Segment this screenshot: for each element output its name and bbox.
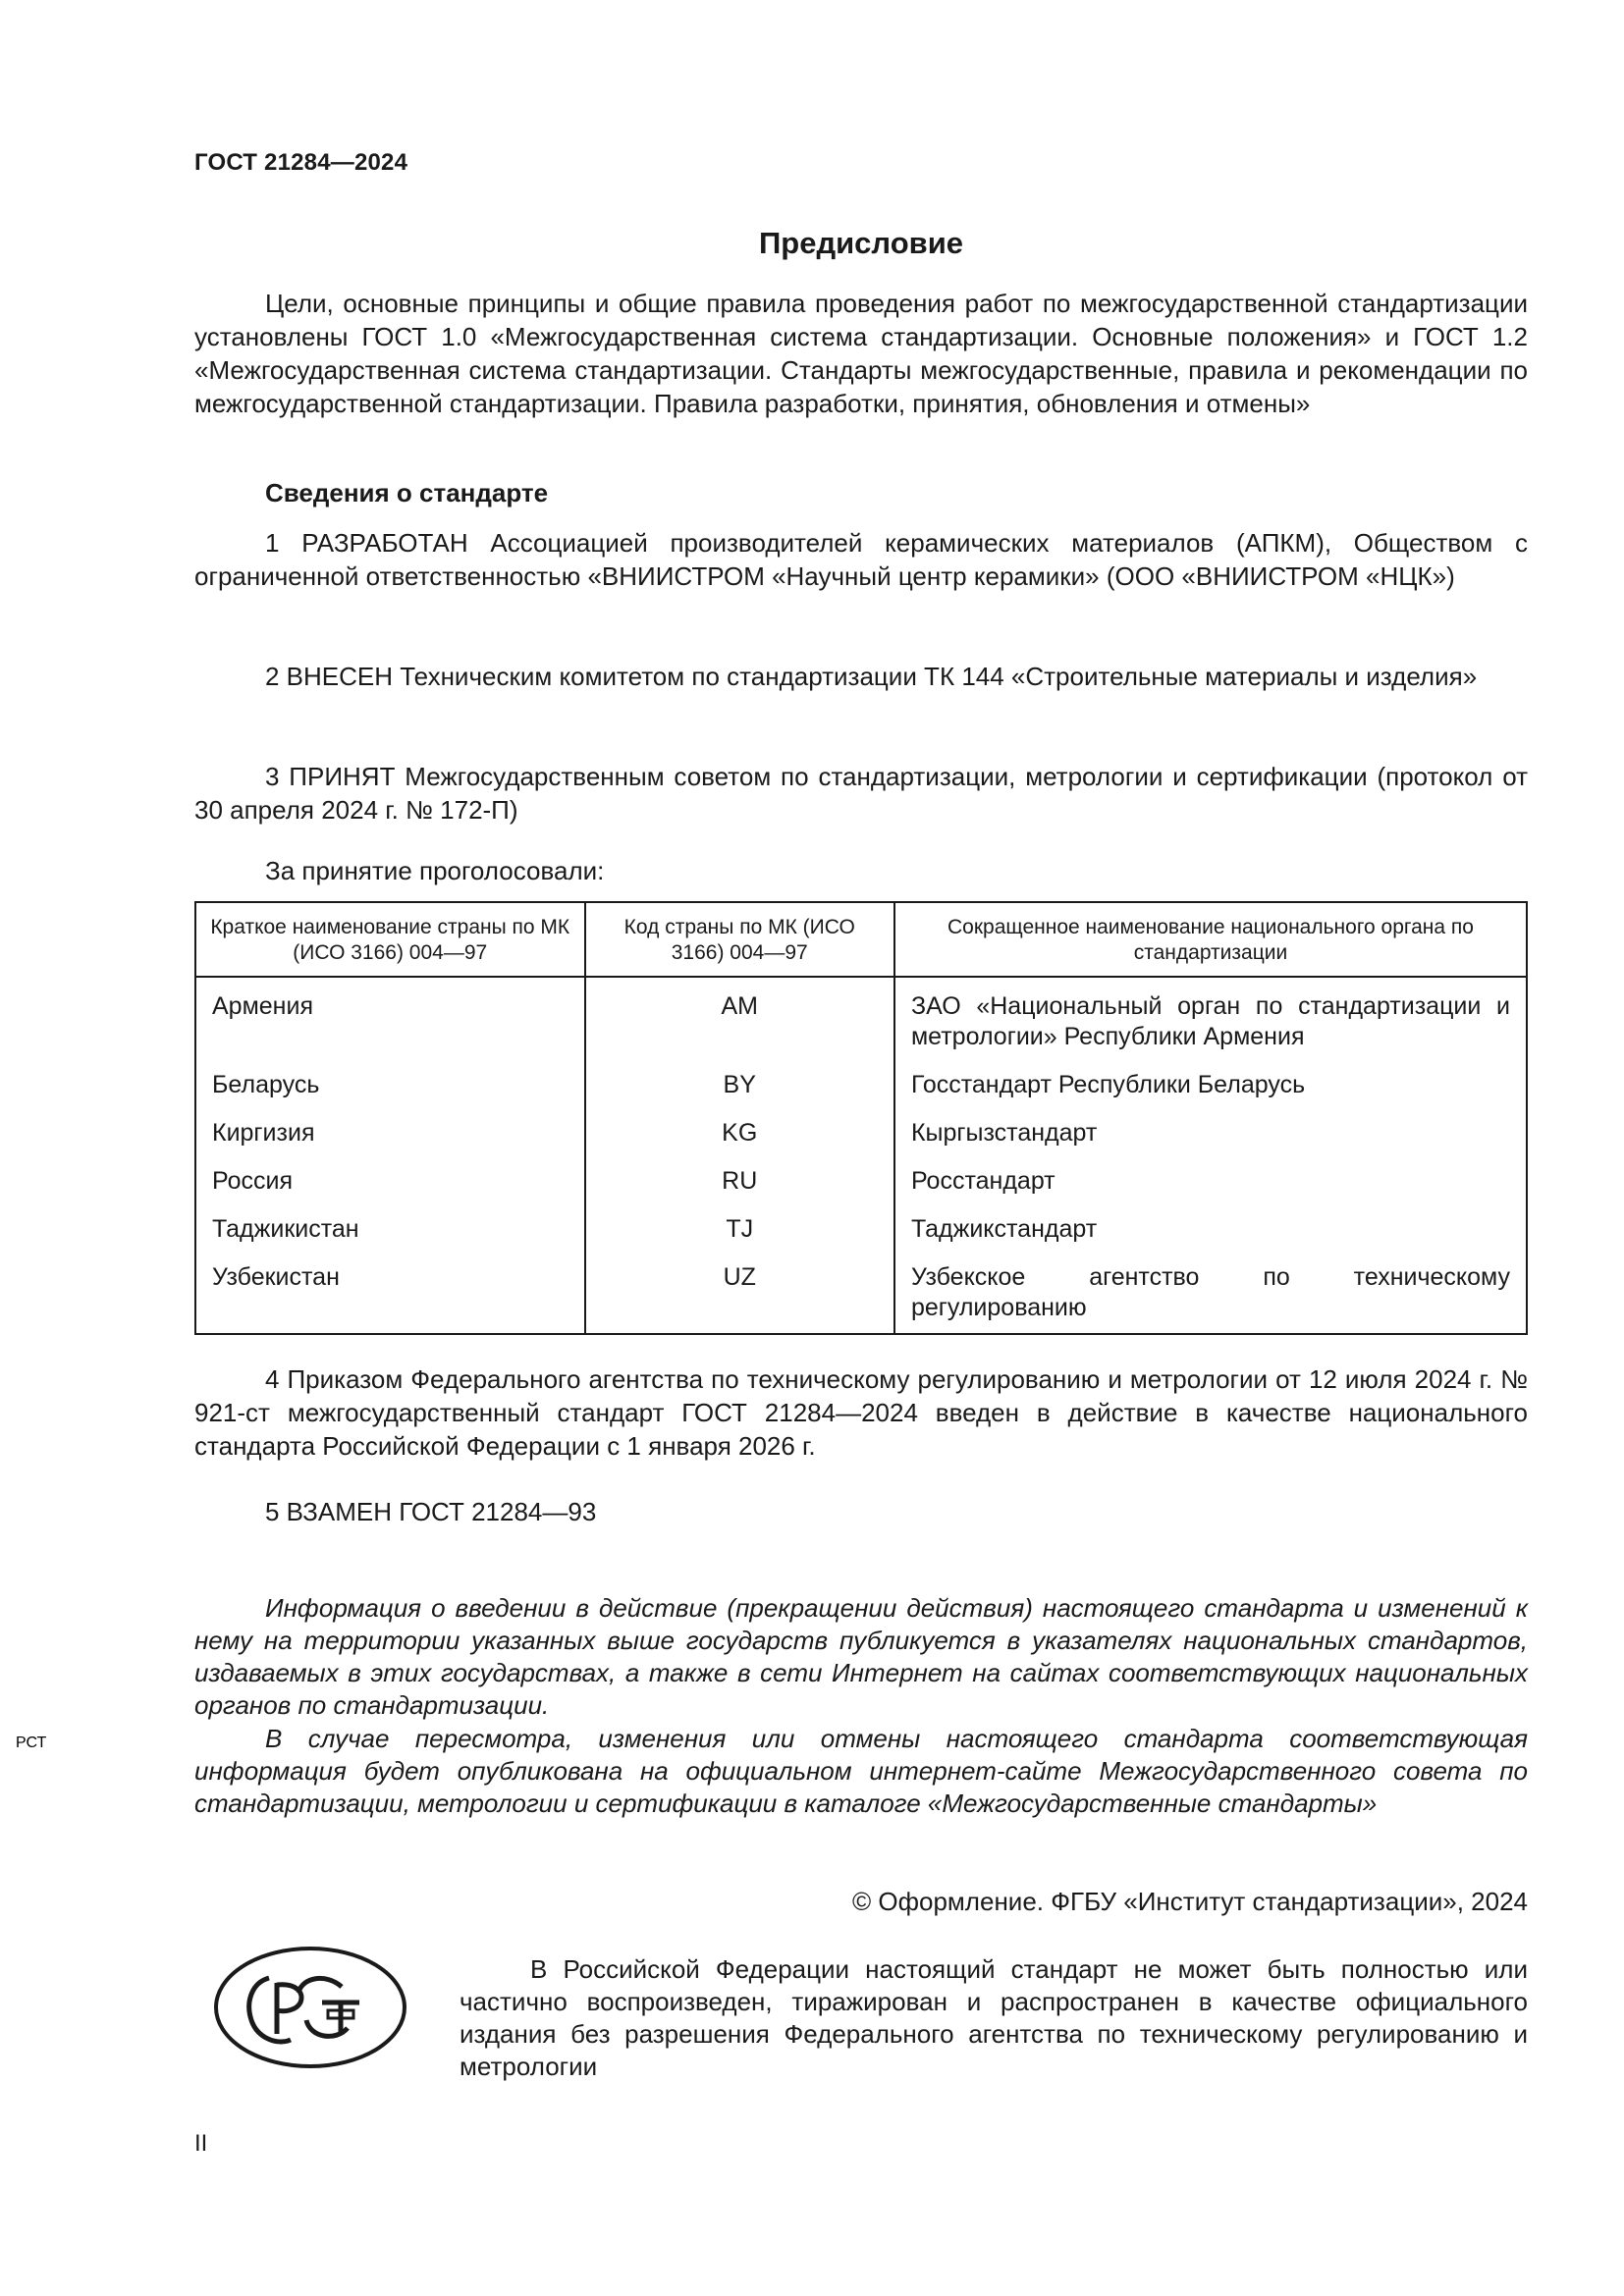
item-enacted: 4 Приказом Федерального агентства по техническому регулированию и метрологии от 12 июля 2024 г. № 921-ст межгосударственный стандарт ГОСТ 21284—2024 введен в действие в качестве национального стандарта Российской Федерации с 1 января 2026 г. — [194, 1364, 1528, 1461]
code-cell: RU — [585, 1152, 894, 1201]
header-country-name: Краткое наименование страны по МК (ИСО 3166) 004—97 — [195, 902, 585, 977]
table-row — [195, 1201, 1527, 1249]
org-cell: Таджикстандарт — [894, 1201, 1527, 1249]
code-cell: KG — [585, 1104, 894, 1152]
org-cell: ЗАО «Национальный орган по стандартизации и метрологии» Республики Армения — [894, 977, 1527, 1056]
table-row — [195, 1249, 1527, 1334]
countries-table — [194, 901, 1528, 1335]
country-cell: Беларусь — [212, 1071, 320, 1098]
code-cell: BY — [585, 1056, 894, 1104]
org-cell: Госстандарт Республики Беларусь — [894, 1056, 1527, 1104]
header-national-body: Сокращенное наименование национального органа по стандартизации — [894, 902, 1527, 977]
copyright-line: © Оформление. ФГБУ «Институт стандартизации», 2024 — [852, 1887, 1528, 1916]
table-row — [195, 1104, 1527, 1152]
item-adopted: 3 ПРИНЯТ Межгосударственным советом по стандартизации, метрологии и сертификации (протокол от 30 апреля 2024 г. № 172-П) — [194, 762, 1528, 825]
country-cell: Армения — [212, 992, 313, 1020]
item-submitted: 2 ВНЕСЕН Техническим комитетом по стандартизации ТК 144 «Строительные материалы и изделия» — [265, 662, 1478, 691]
copyright-notice: В Российской Федерации настоящий стандарт не может быть полностью или частично воспроизведен, тиражирован и распространен в качестве официального издания без разрешения Федерального агентства по техническому регулированию и метрологии — [460, 1954, 1528, 2081]
country-cell: Таджикистан — [212, 1215, 359, 1243]
standard-info-heading: Сведения о стандарте — [265, 478, 549, 507]
page-number: II — [194, 2130, 208, 2157]
rst-logo-icon — [16, 1735, 408, 2071]
code-cell: TJ — [585, 1201, 894, 1249]
item-developed: 1 РАЗРАБОТАН Ассоциацией производителей керамических материалов (АПКМ), Обществом с ограниченной ответственностью «ВНИИСТРОМ «Научный центр керамики» (ООО «ВНИИСТРОМ «НЦК») — [194, 528, 1528, 591]
info-italic-paragraph-2: В случае пересмотра, изменения или отмены настоящего стандарта соответствующая информация будет опубликована на официальном интернет-сайте Межгосударственного совета по стандартизации, метрологии и сертификации в каталоге «Межгосударственные стандарты» — [194, 1724, 1528, 1818]
org-cell: Росстандарт — [894, 1152, 1527, 1201]
document-code: ГОСТ 21284—2024 — [194, 149, 408, 176]
country-cell: Россия — [212, 1167, 293, 1195]
table-row — [195, 977, 1527, 1056]
code-cell: UZ — [585, 1249, 894, 1334]
org-cell: Кыргызстандарт — [894, 1104, 1527, 1152]
country-cell: Киргизия — [212, 1119, 315, 1147]
votes-label: За принятие проголосовали: — [265, 856, 605, 885]
item-replaces: 5 ВЗАМЕН ГОСТ 21284—93 — [265, 1497, 597, 1526]
table-header-row — [195, 902, 1527, 977]
code-cell: AM — [585, 977, 894, 1056]
header-country-code: Код страны по МК (ИСО 3166) 004—97 — [585, 902, 894, 977]
table-row — [195, 1056, 1527, 1104]
page-title: Предисловие — [758, 226, 963, 260]
table-row — [195, 1152, 1527, 1201]
country-cell: Узбекистан — [212, 1263, 340, 1291]
info-italic-paragraph-1: Информация о введении в действие (прекращении действия) настоящего стандарта и изменений к нему на территории указанных выше государств публикуется в указателях национальных стандартов, издаваемых в этих государствах, а также в сети Интернет на сайтах соответствующих национальных органов по стандартизации. — [194, 1593, 1528, 1720]
rst-logo-text: РСТ — [16, 1735, 47, 1751]
intro-paragraph: Цели, основные принципы и общие правила проведения работ по межгосударственной стандартизации установлены ГОСТ 1.0 «Межгосударственная система стандартизации. Основные положения» и ГОСТ 1.2 «Межгосударственная система стандартизации. Стандарты межгосударственные, правила и рекомендации по межгосударственной стандартизации. Правила разработки, принятия, обновления и отмены» — [194, 289, 1528, 418]
org-cell: Узбекское агентство по техническому регулированию — [894, 1249, 1527, 1334]
